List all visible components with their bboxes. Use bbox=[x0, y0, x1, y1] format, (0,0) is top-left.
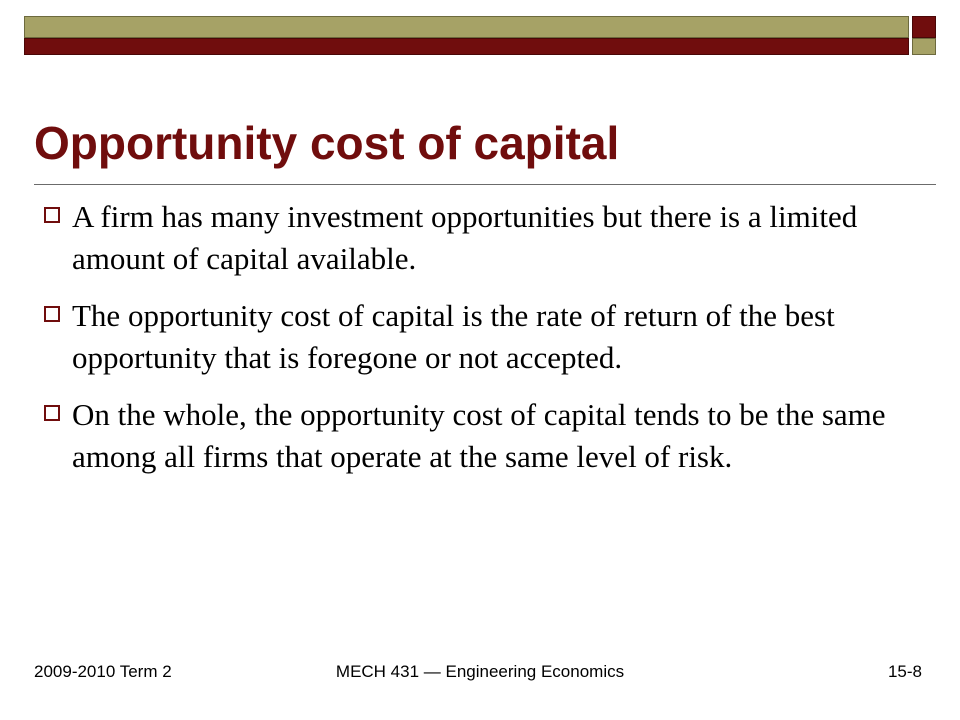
bullet-text: A firm has many investment opportunities but there is a limited amount of capital available. bbox=[72, 199, 858, 276]
slide-title: Opportunity cost of capital bbox=[34, 117, 620, 169]
bullet-list bbox=[42, 196, 922, 493]
footer-course: MECH 431 — Engineering Economics bbox=[335, 662, 625, 681]
footer-term: 2009-2010 Term 2 bbox=[34, 662, 172, 681]
title-divider bbox=[34, 184, 936, 185]
bullet-item bbox=[42, 394, 922, 478]
footer-slide-number: 15-8 bbox=[887, 662, 922, 681]
bullet-text: On the whole, the opportunity cost of capital tends to be the same among all firms that operate at the same level of risk. bbox=[72, 397, 886, 474]
banner-maroon-square bbox=[912, 16, 936, 38]
banner-olive-square bbox=[912, 38, 936, 55]
banner-olive-bar bbox=[24, 16, 909, 38]
bullet-item bbox=[42, 196, 922, 280]
hollow-square-bullet-icon bbox=[44, 405, 60, 421]
banner-maroon-bar bbox=[24, 38, 909, 55]
header-banner bbox=[24, 16, 936, 55]
hollow-square-bullet-icon bbox=[44, 306, 60, 322]
hollow-square-bullet-icon bbox=[44, 207, 60, 223]
bullet-item bbox=[42, 295, 922, 379]
bullet-text: The opportunity cost of capital is the rate of return of the best opportunity that is foregone or not accepted. bbox=[72, 298, 835, 375]
